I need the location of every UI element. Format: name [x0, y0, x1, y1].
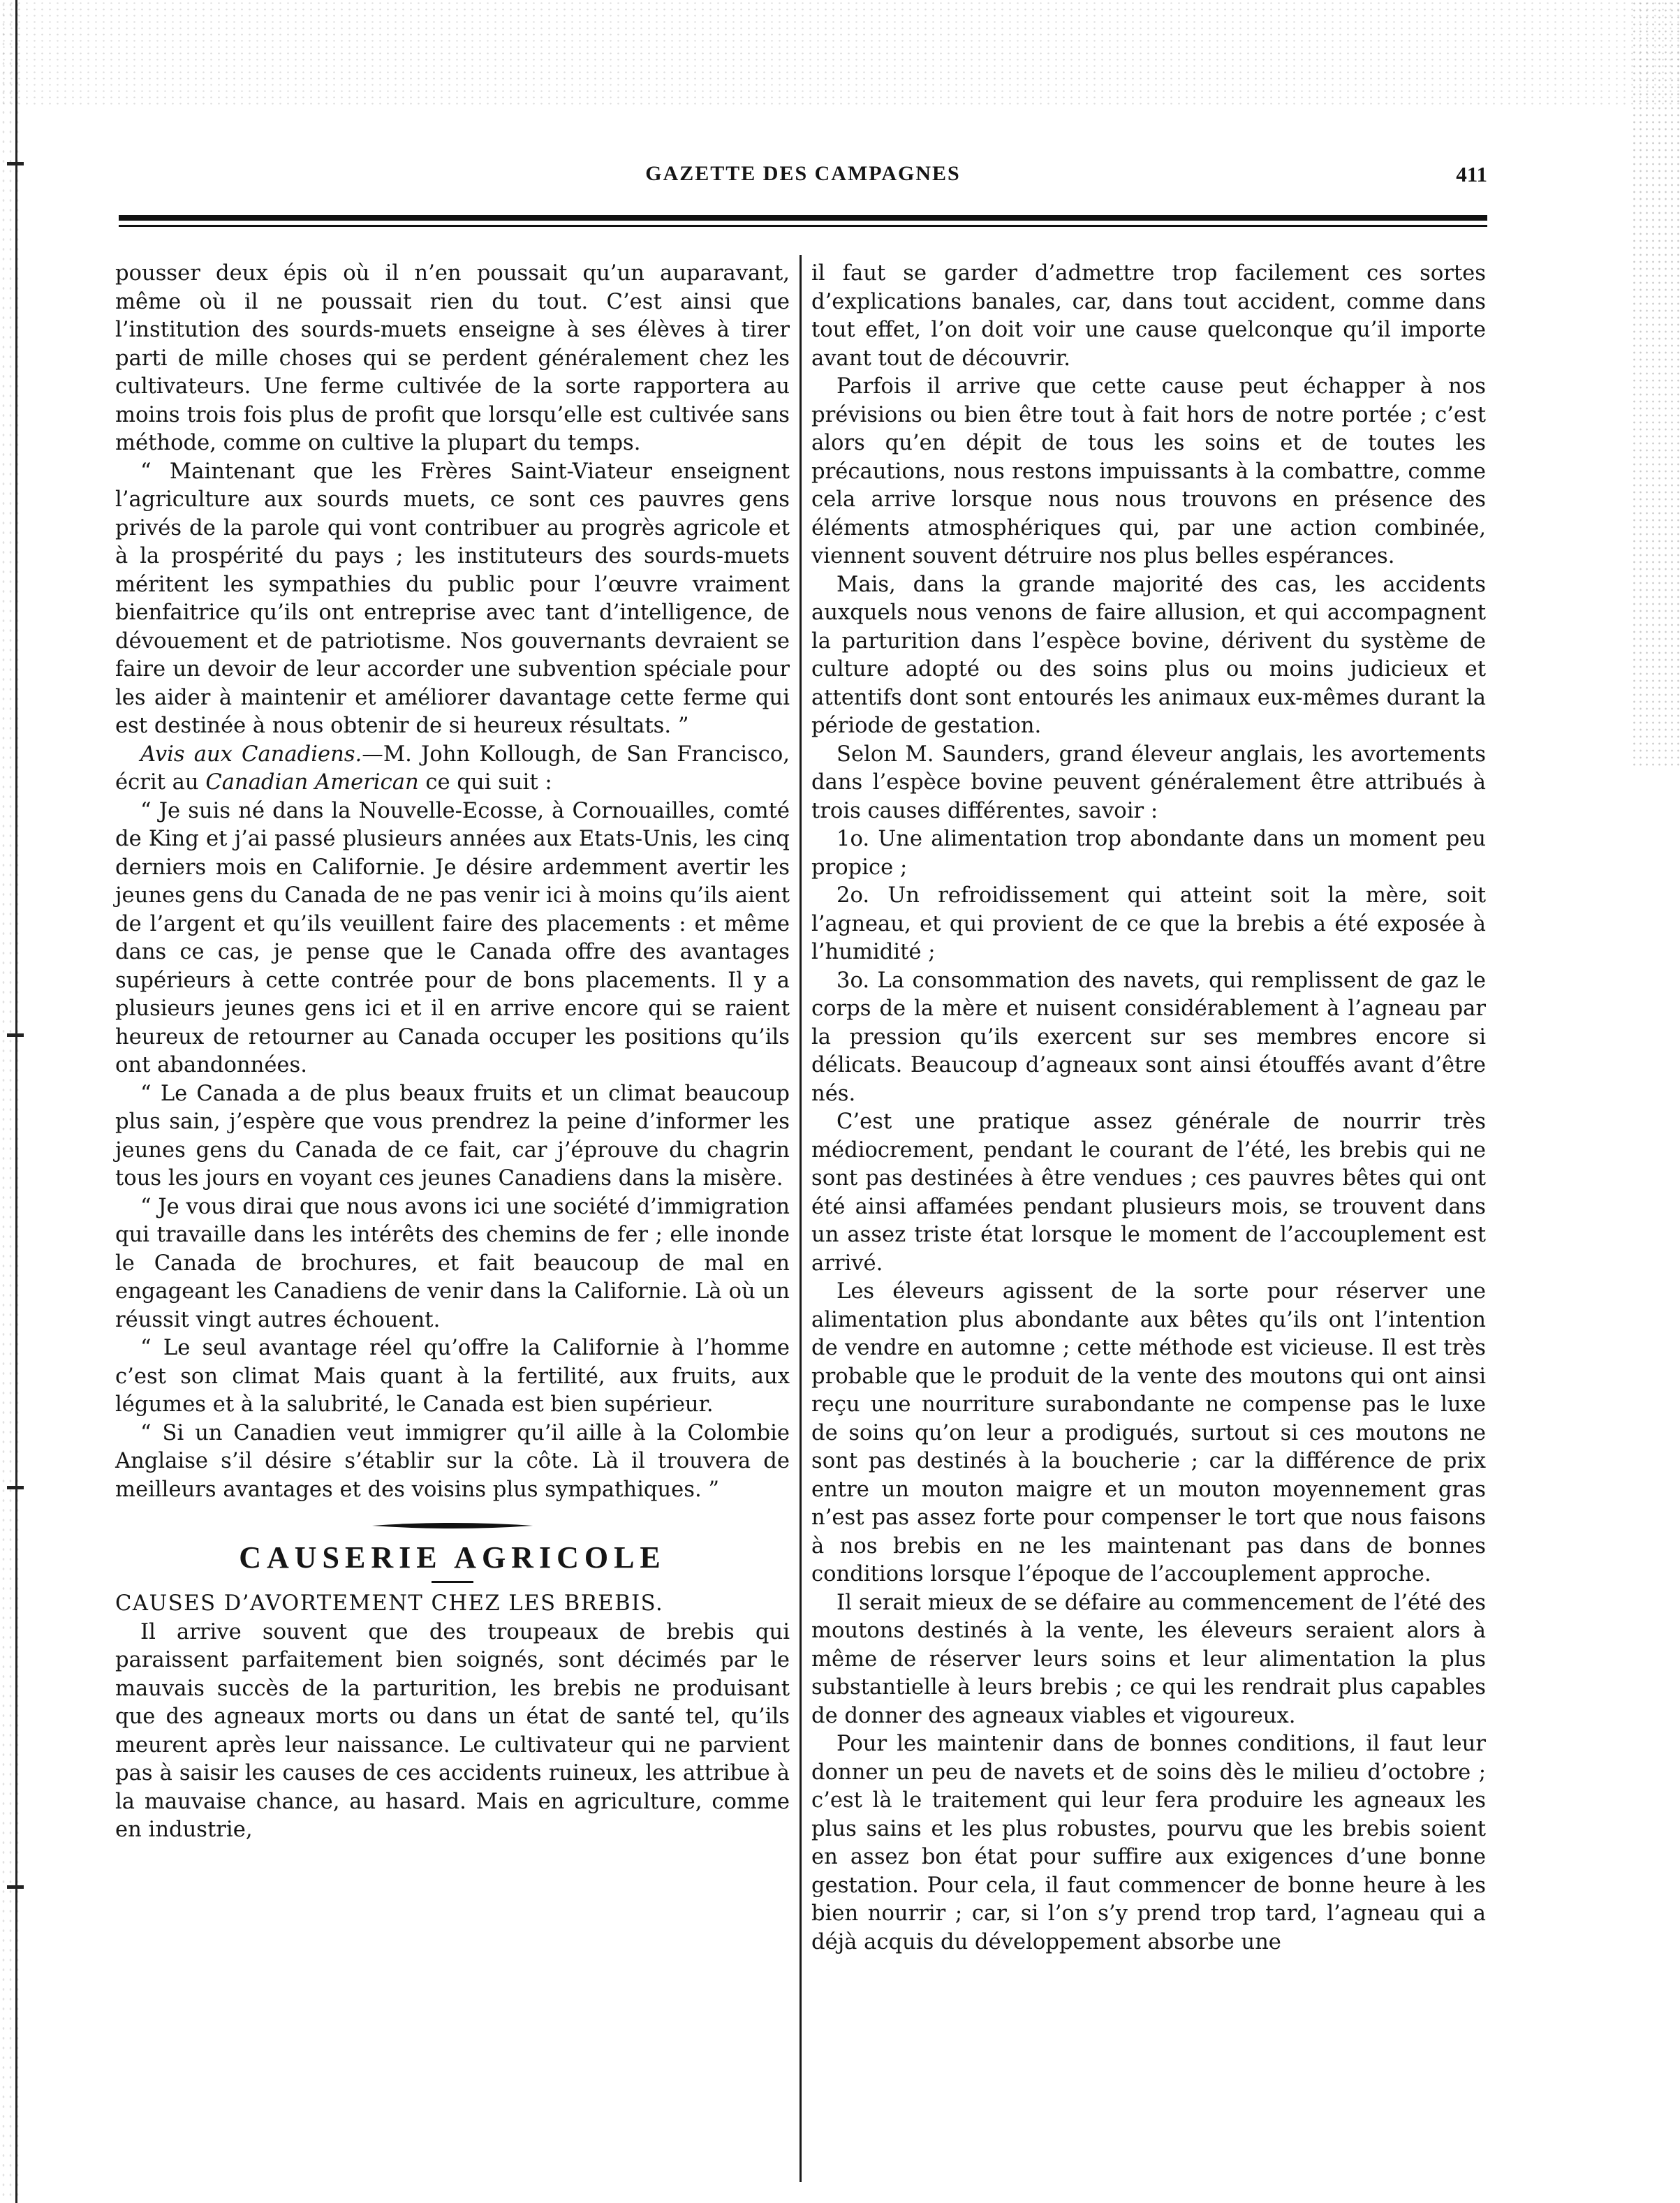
notice-heading: Avis aux Canadiens.: [140, 742, 362, 767]
page-header: [119, 162, 1487, 190]
left-column: [115, 260, 790, 1845]
binding-mark: [7, 162, 24, 165]
paragraph: Selon M. Saunders, grand éleveur anglais, les avortements dans l’espèce bovine peuvent généralement être attribués à trois causes différentes, savoir :: [811, 742, 1486, 823]
section-title: CAUSERIE AGRICOLE: [239, 1540, 666, 1575]
running-title: GAZETTE DES CAMPAGNES: [645, 162, 961, 185]
list-item: 3o. La consommation des navets, qui remplissent de gaz le corps de la mère et nuisent considérablement à l’agneau par la pression qu’ils exercent sur ses membres encore si délicats. Beaucoup d’agneaux sont ainsi étouffés avant d’être nés.: [811, 968, 1486, 1106]
column-divider: [800, 255, 802, 2182]
paragraph: Les éleveurs agissent de la sorte pour réserver une alimentation plus abondante aux bêtes qu’ils ont l’intention de vendre en automne ; cette méthode est vicieuse. Il est très probable que le produit de la vente des moutons qui ont ainsi reçu une nourriture surabondante ne compense pas le luxe de soins qu’on leur a prodigués, surtout si ces moutons ne sont pas destinés à la boucherie ; car la différence de prix entre un mouton maigre et un mouton moyennement gras n’est pas assez forte pour compenser le tort que nous faisons à nos brebis en ne les maintenant pas dans de bonnes conditions lorsque l’époque de l’accouplement approche.: [811, 1279, 1486, 1586]
binding-mark: [7, 1885, 24, 1889]
binding-mark: [7, 1033, 24, 1037]
list-item: 2o. Un refroidissement qui atteint soit la mère, soit l’agneau, et qui provient de ce que la brebis a été exposée à l’humidité ;: [811, 883, 1486, 964]
paragraph: “ Le seul avantage réel qu’offre la Californie à l’homme c’est son climat Mais quant à la fertilité, aux fruits, aux légumes et à la salubrité, le Canada est bien supérieur.: [115, 1336, 790, 1417]
paragraph: “ Le Canada a de plus beaux fruits et un climat beaucoup plus sain, j’espère que vous prendrez la peine d’informer les jeunes gens du Canada de ce fait, car j’éprouve du chagrin tous les jours en voyant ces jeunes Canadiens dans la misère.: [115, 1081, 790, 1191]
newspaper-name: Canadian American: [205, 770, 419, 795]
paragraph: Il arrive souvent que des troupeaux de brebis qui paraissent parfaitement bien soignés, sont décimés par le mauvais succès de la parturition, les brebis ne produisant que des agneaux morts ou dans un état de santé tel, qu’ils meurent après leur naissance. Le cultivateur qui ne parvient pas à saisir les causes de ces accidents ruineux, les attribue à la mauvaise chance, au hasard. Mais en agriculture, comme en industrie,: [115, 1619, 790, 1842]
paragraph: “ Maintenant que les Frères Saint-Viateur enseignent l’agriculture aux sourds muets, ce sont ces pauvres gens privés de la parole qui vont contribuer au progrès agricole et à la prospérité du pays ; les instituteurs des sourds-muets méritent les sympathies du public pour l’œuvre vraiment bienfaitrice qu’ils ont entreprise avec tant d’intelligence, de dévouement et de patriotisme. Nos gouvernants devraient se faire un devoir de leur accorder une subvention spéciale pour les aider à maintenir et améliorer davantage cette ferme qui est destinée à nous obtenir de si heureux résultats. ”: [115, 459, 790, 738]
notice-paragraph: [115, 741, 790, 797]
page-number: 411: [1456, 162, 1487, 186]
paragraph: il faut se garder d’admettre trop facilement ces sortes d’explications banales, car, dans tout accident, comme dans tout effet, l’on doit voir une cause quelconque qu’il importe avant tout de découvrir.: [811, 261, 1486, 371]
paragraph: Pour les maintenir dans de bonnes conditions, il faut leur donner un peu de navets et de soins dès le milieu d’octobre ; c’est là le traitement qui leur fera produire les agneaux les plus sains et les plus robustes, pourvu que les brebis soient en assez bon état pour suffire aux exigences d’une bonne gestation. Pour cela, il faut commencer de bonne heure à les bien nourrir ; car, si l’on s’y prend trop tard, l’agneau qui a déjà acquis du développement absorbe une: [811, 1732, 1486, 1954]
list-item: 1o. Une alimentation trop abondante dans un moment peu propice ;: [811, 827, 1486, 880]
notice-text: —M. John Kollough, de San Francisco, écrit au: [115, 742, 790, 795]
right-column: [811, 260, 1486, 1957]
binding-mark: [7, 1486, 24, 1489]
paragraph: C’est une pratique assez générale de nourrir très médiocrement, pendant le courant de l’été, les brebis qui ne sont pas destinées à être vendues ; ces pauvres bêtes qui ont été ainsi affamées pendant plusieurs mois, se trouvent dans un assez triste état lorsque le moment de l’accouplement est arrivé.: [811, 1110, 1486, 1276]
scan-speckle-right: [1631, 0, 1680, 768]
paragraph: “ Si un Canadien veut immigrer qu’il aille à la Colombie Anglaise s’il désire s’établir sur la côte. Là il trouvera de meilleurs avantages et des voisins plus sympathiques. ”: [115, 1420, 790, 1502]
header-rule-thin: [119, 225, 1487, 227]
header-rule-thick: [119, 215, 1487, 221]
paragraph: Mais, dans la grande majorité des cas, les accidents auxquels nous venons de faire allusion, et qui accompagnent la parturition dans l’espèce bovine, dérivent du système de culture adopté ou des soins plus ou moins judicieux et attentifs dont sont entourés les animaux eux-mêmes durant la période de gestation.: [811, 572, 1486, 738]
binding-edge-line: [15, 0, 17, 2203]
notice-text: ce qui suit :: [418, 770, 552, 795]
paragraph: “ Je suis né dans la Nouvelle-Ecosse, à Cornouailles, comté de King et j’ai passé plusieurs années aux Etats-Unis, les cinq derniers mois en Californie. Je désire ardemment avertir les jeunes gens du Canada de ne pas venir ici à moins qu’ils aient de l’argent et qu’ils veuillent faire des placements : et même dans ce cas, je pense que le Canada offre des avantages supérieurs à cette contrée pour de bons placements. Il y a plusieurs jeunes gens ici et il en arrive encore qui se raient heureux de retourner au Canada occuper les positions qu’ils ont abandonnées.: [115, 798, 790, 1077]
section-ornament: [115, 1521, 790, 1531]
section-subtitle: CAUSES D’AVORTEMENT CHEZ LES BREBIS.: [115, 1591, 664, 1616]
paragraph: “ Je vous dirai que nous avons ici une société d’immigration qui travaille dans les intérêts des chemins de fer ; elle inonde le Canada de brochures, et fait beaucoup de mal en engageant les Canadiens de venir dans la Californie. Là où un réussit vingt autres échouent.: [115, 1194, 790, 1332]
title-dash: [432, 1581, 473, 1583]
paragraph: Il serait mieux de se défaire au commencement de l’été des moutons destinés à la vente, les éleveurs seraient alors à même de réserver leurs soins et leur alimentation la plus substantielle à leurs brebis ; ce qui les rendrait plus capables de donner des agneaux viables et vigoureux.: [811, 1590, 1486, 1728]
paragraph: pousser deux épis où il n’en poussait qu’un auparavant, même où il ne poussait rien du tout. C’est ainsi que l’institution des sourds-muets enseigne à ses élèves à tirer parti de mille choses qui se perdent généralement chez les cultivateurs. Une ferme cultivée de la sorte rapportera au moins trois fois plus de profit que lorsqu’elle est cultivée sans méthode, comme on cultive la plupart du temps.: [115, 261, 790, 455]
scan-speckle-top: [0, 0, 1680, 105]
paragraph: Parfois il arrive que cette cause peut échapper à nos prévisions ou bien être tout à fait hors de notre portée ; c’est alors qu’en dépit de tous les soins et de toutes les précautions, nous restons impuissants à la combattre, comme cela arrive lorsque nous nous trouvons en présence des éléments atmosphériques qui, par une action combinée, viennent souvent détruire nos plus belles espérances.: [811, 374, 1486, 568]
